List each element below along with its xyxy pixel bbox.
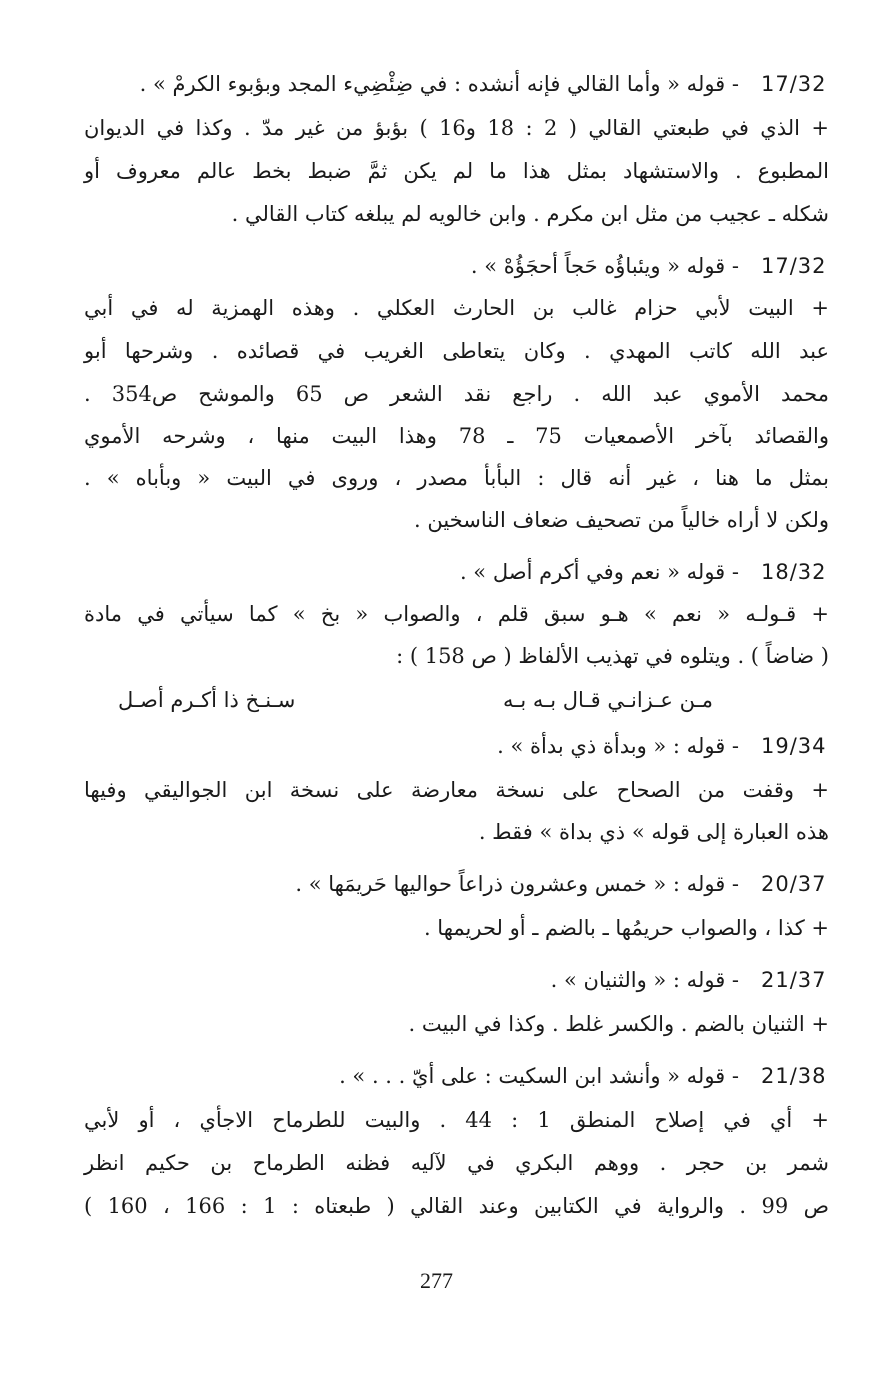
entry-quote: - قوله : « وبدأة ذي بدأة » . [497, 734, 739, 758]
commentary-line: ( ضاضاً ) . ويتلوه في تهذيب الألفاظ ( ص 158 ) : [396, 644, 829, 668]
entry-heading [80, 248, 833, 284]
commentary-line: هذه العبارة إلى قوله » ذي بداة » فقط . [478, 820, 829, 844]
commentary-line: شمر بن حجر . ووهم البكري في لآليه فظنه الطرماح بن حكيم انظر [84, 1151, 829, 1175]
entry-quote: - قوله « نعم وفي أكرم أصل » . [459, 560, 739, 584]
entry-heading [80, 1058, 833, 1094]
commentary-line: شكله ـ عجيب من مثل ابن مكرم . وابن خالويه لم يبلغه كتاب القالي . [231, 202, 829, 226]
commentary-line: + كذا ، والصواب حريمُها ـ بالضم ـ أو لحريمها . [423, 916, 829, 940]
entry-quote: - قوله « ويئباؤُه حَجاً أحجَؤُهْ » . [470, 254, 739, 278]
commentary-line: بمثل ما هنا ، غير أنه قال : البأبأ مصدر ، وروى في البيت « وبأباه » . [84, 466, 829, 490]
entry-reference: 20/37 [761, 872, 827, 896]
verse-first-hemistich: مـن عـزانـي قـال بـه بـه [502, 688, 713, 712]
commentary-line: + أي في إصلاح المنطق 1 : 44 . والبيت للطرماح الاجأي ، أو لأبي [84, 1108, 829, 1132]
poetry-verse [118, 682, 713, 718]
entry-reference: 17/32 [761, 72, 827, 96]
commentary-line: والقصائد بآخر الأصمعيات 75 ـ 78 وهذا البيت منها ، وشرحه الأموي [84, 424, 829, 448]
commentary-line: عبد الله كاتب المهدي . وكان يتعاطى الغريب في قصائده . وشرحها أبو [84, 339, 829, 363]
page-number: 277 [420, 1268, 453, 1293]
commentary-line: ولكن لا أراه خالياً من تصحيف ضعاف الناسخين . [414, 508, 829, 532]
entry-reference: 19/34 [761, 734, 827, 758]
entry-quote: - قوله « وأنشد ابن السكيت : على أيّ . . . » . [339, 1064, 739, 1088]
commentary-line: + قـولـه « نعم » هـو سبق قلم ، والصواب « بخ » كما سيأتي في مادة [84, 602, 829, 626]
entry-heading [80, 728, 833, 764]
verse-second-hemistich: سـنـخ ذا أكـرم أصـل [118, 688, 296, 712]
commentary-line: المطبوع . والاستشهاد بمثل هذا ما لم يكن ثمَّ ضبط بخط عالم معروف أو [84, 159, 829, 183]
entry-heading [80, 554, 833, 590]
commentary-line: + وقفت من الصحاح على نسخة معارضة على نسخة ابن الجواليقي وفيها [84, 778, 829, 802]
entry-quote: - قوله : « خمس وعشرون ذراعاً حواليها حَريمَها » . [295, 872, 739, 896]
commentary-line: ص 99 . والرواية في الكتابين وعند القالي ( طبعتاه : 1 : 166 ، 160 ) [84, 1194, 829, 1218]
entry-reference: 17/32 [761, 254, 827, 278]
entry-quote: - قوله : « والثنيان » . [550, 968, 739, 992]
entry-heading [80, 866, 833, 902]
commentary-line: + الثنيان بالضم . والكسر غلط . وكذا في البيت . [408, 1012, 829, 1036]
entry-reference: 18/32 [761, 560, 827, 584]
entry-quote: - قوله « وأما القالي فإنه أنشده : في ضِئْضِيء المجد وبؤبوء الكرمْ » . [139, 72, 739, 96]
entry-reference: 21/38 [761, 1064, 827, 1088]
commentary-line: + البيت لأبي حزام غالب بن الحارث العكلي . وهذه الهمزية له في أبي [84, 296, 829, 320]
entry-reference: 21/37 [761, 968, 827, 992]
commentary-line: محمد الأموي عبد الله . راجع نقد الشعر ص 65 والموشح ص354 . [84, 382, 829, 406]
entry-heading [80, 66, 833, 102]
commentary-line: + الذي في طبعتي القالي ( 2 : 18 و16 ) بؤبؤ من غير مدّ . وكذا في الديوان [84, 116, 829, 140]
entry-heading [80, 962, 833, 998]
